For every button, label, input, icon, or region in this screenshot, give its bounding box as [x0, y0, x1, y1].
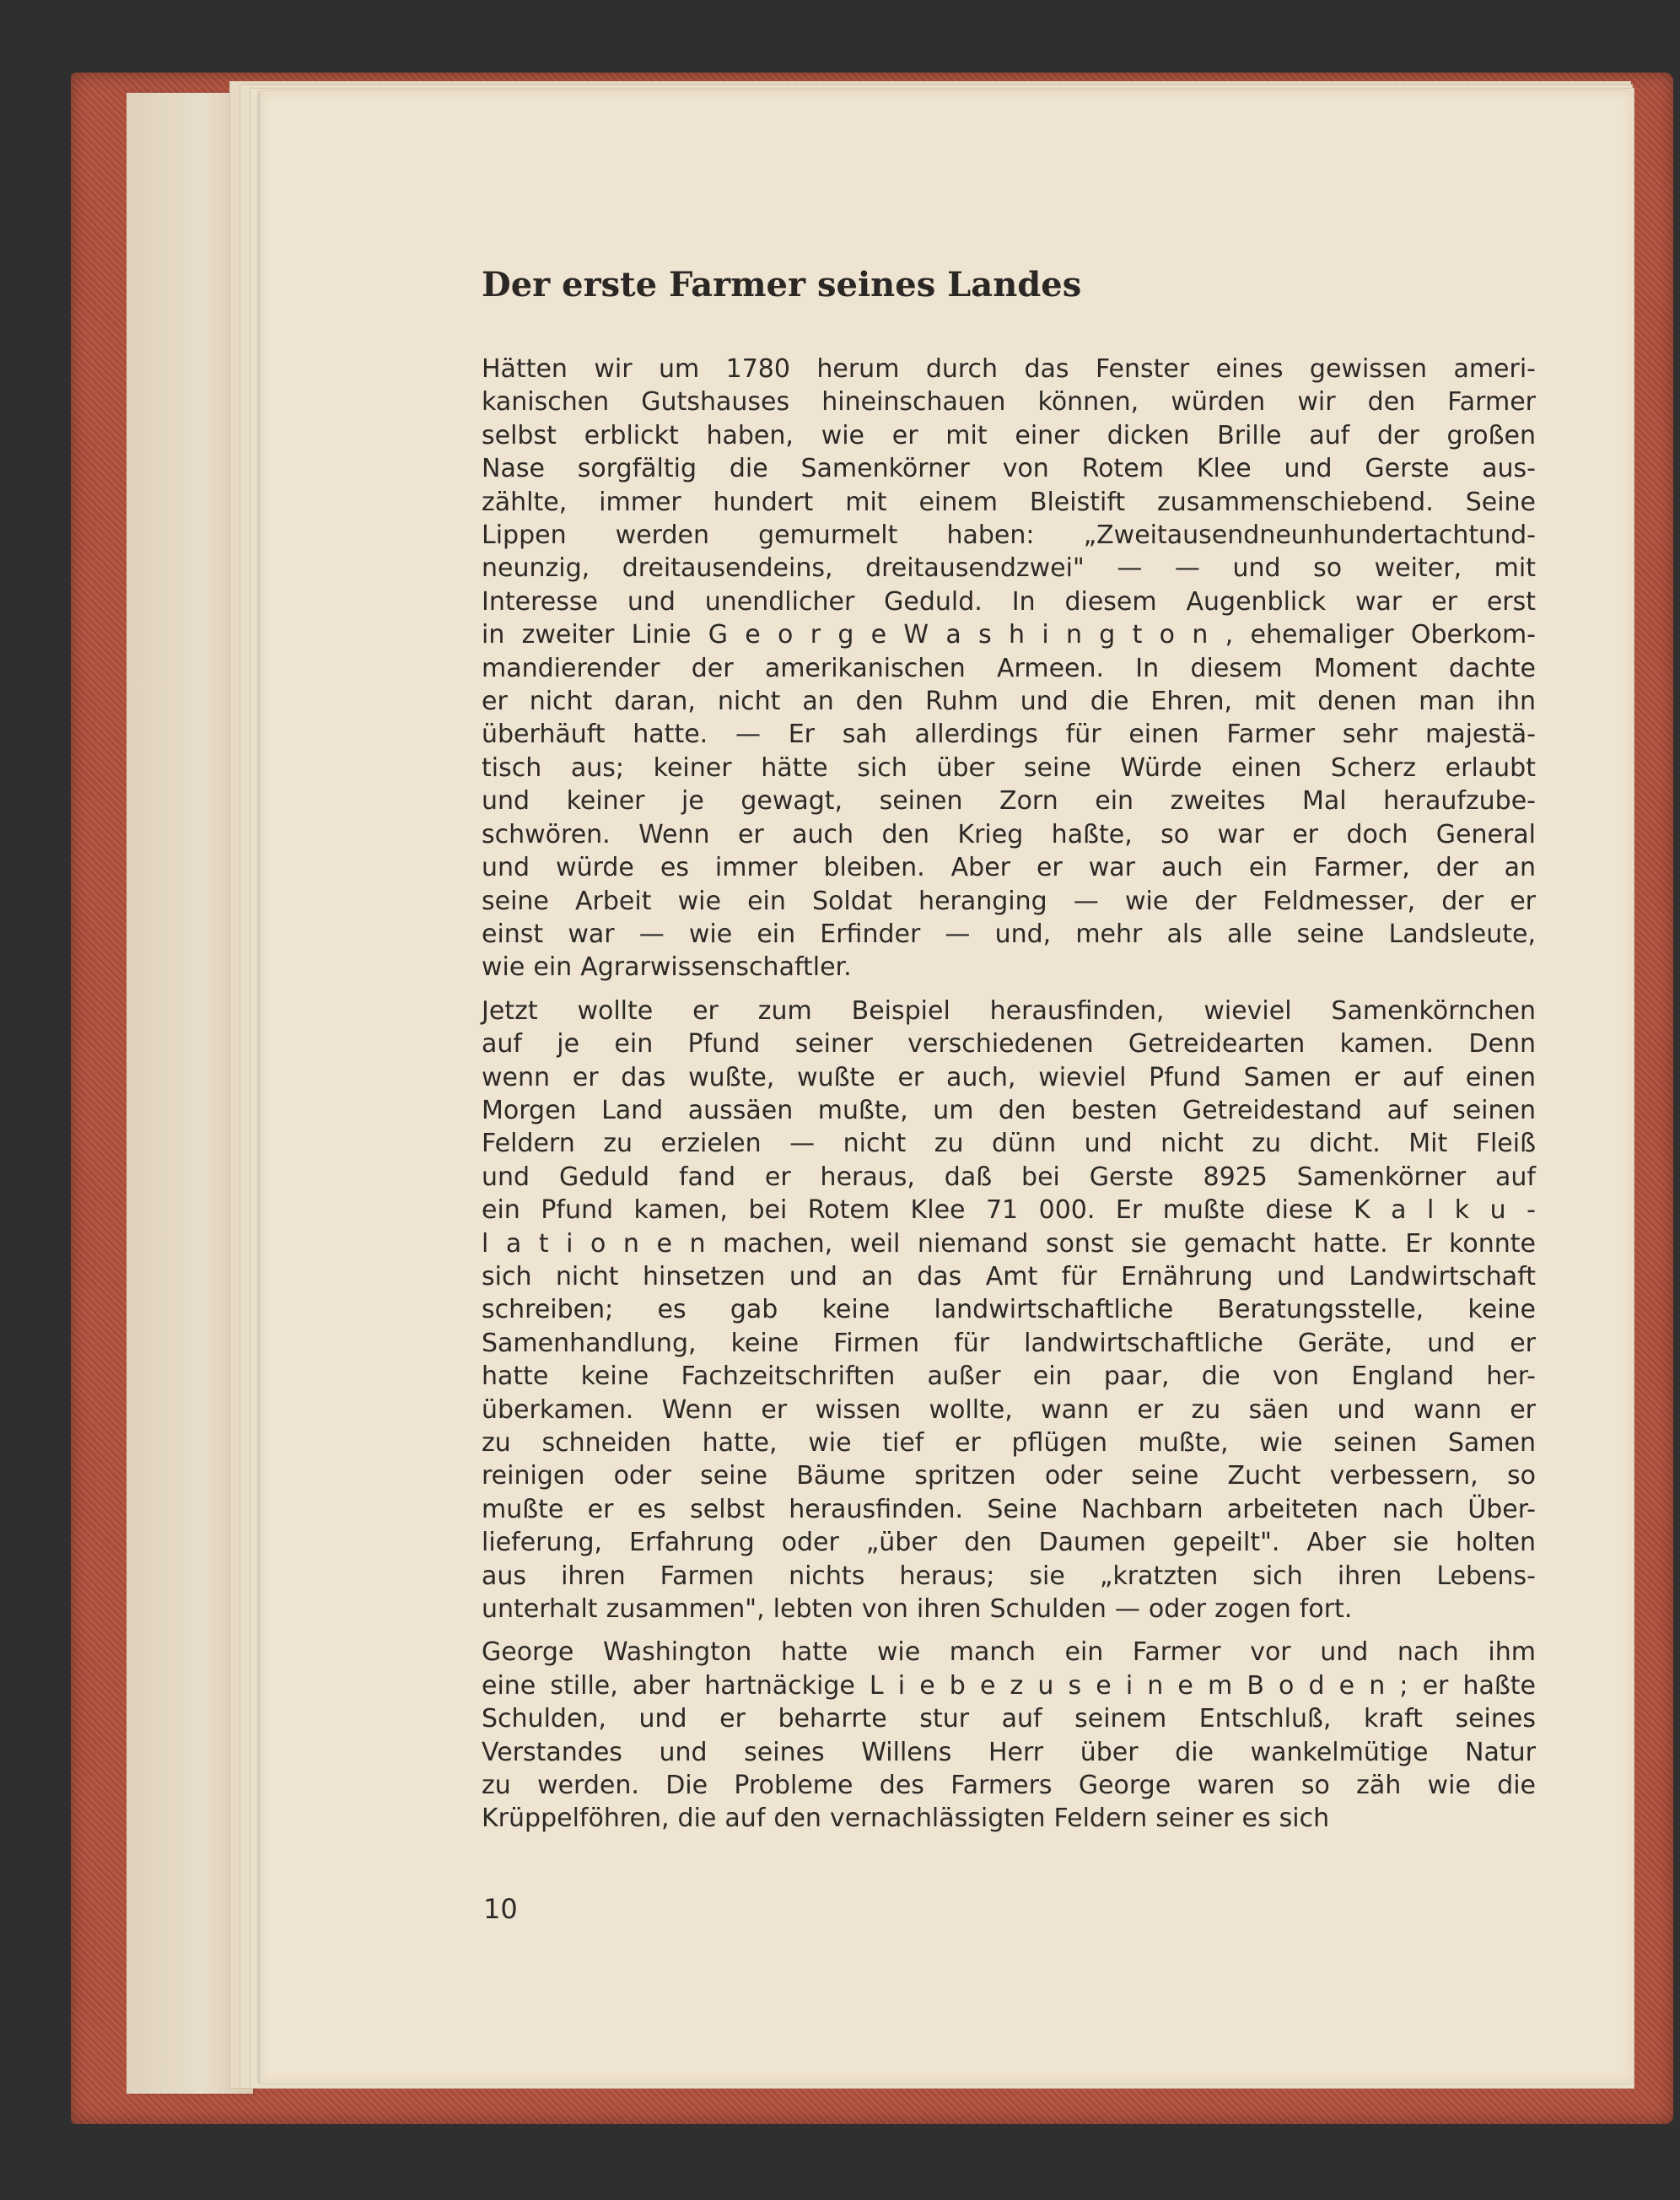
page-number: 10	[483, 1893, 518, 1925]
text-line: überhäuft hatte. — Er sah allerdings für einen Farmer sehr majestä-	[482, 720, 1536, 750]
text-line: Hätten wir um 1780 herum durch das Fenster eines gewissen ameri-	[482, 354, 1536, 384]
text-line: Feldern zu erzielen — nicht zu dünn und nicht zu dicht. Mit Fleiß	[482, 1129, 1536, 1159]
body-text	[482, 353, 1536, 1836]
book-page	[260, 91, 1633, 2084]
text-line: reinigen oder seine Bäume spritzen oder seine Zucht verbessern, so	[482, 1461, 1536, 1491]
text-line: er nicht daran, nicht an den Ruhm und die Ehren, mit denen man ihn	[482, 687, 1536, 717]
text-line: hatte keine Fachzeitschriften außer ein paar, die von England her-	[482, 1362, 1536, 1392]
text-line: George Washington hatte wie manch ein Farmer vor und nach ihm	[482, 1637, 1536, 1668]
paragraph	[482, 1636, 1536, 1835]
text-line: schwören. Wenn er auch den Krieg haßte, so war er doch General	[482, 819, 1536, 849]
text-line: und würde es immer bleiben. Aber er war auch ein Farmer, der an	[482, 853, 1536, 883]
text-line: selbst erblickt haben, wie er mit einer dicken Brille auf der großen	[482, 420, 1536, 450]
text-line: Jetzt wollte er zum Beispiel herausfinden, wieviel Samenkörnchen	[482, 995, 1536, 1026]
text-line: zu werden. Die Probleme des Farmers George waren so zäh wie die	[482, 1771, 1536, 1801]
text-line: kanischen Gutshauses hineinschauen können, würden wir den Farmer	[482, 387, 1536, 418]
text-line: ein Pfund kamen, bei Rotem Klee 71 000. Er mußte diese K a l k u -	[482, 1195, 1536, 1226]
text-line: zählte, immer hundert mit einem Bleistift zusammenschiebend. Seine	[482, 487, 1536, 517]
text-line: in zweiter Linie G e o r g e W a s h i n g t o n , ehemaliger Oberkom-	[482, 620, 1536, 650]
text-line: überkamen. Wenn er wissen wollte, wann er zu säen und wann er	[482, 1394, 1536, 1425]
text-line: Verstandes und seines Willens Herr über die wankelmütige Natur	[482, 1737, 1536, 1767]
chapter-title: Der erste Farmer seines Landes	[482, 265, 1082, 305]
text-line: Lippen werden gemurmelt haben: „Zweitausendneunhundertachtund-	[482, 520, 1536, 551]
text-line: seine Arbeit wie ein Soldat heranging — wie der Feldmesser, der er	[482, 886, 1536, 916]
text-line: neunzig, dreitausendeins, dreitausendzwei" — — und so weiter, mit	[482, 553, 1536, 584]
text-line: und Geduld fand er heraus, daß bei Gerste 8925 Samenkörner auf	[482, 1162, 1536, 1192]
text-line: Interesse und unendlicher Geduld. In diesem Augenblick war er erst	[482, 586, 1536, 617]
paragraph	[482, 995, 1536, 1626]
text-line: wie ein Agrarwissenschaftler.	[482, 952, 852, 983]
paragraph	[482, 353, 1536, 984]
text-line: l a t i o n e n machen, weil niemand sonst sie gemacht hatte. Er konnte	[482, 1228, 1536, 1259]
text-line: einst war — wie ein Erfinder — und, mehr als alle seine Landsleute,	[482, 919, 1536, 949]
text-line: Morgen Land aussäen mußte, um den besten Getreidestand auf seinen	[482, 1095, 1536, 1125]
text-line: mandierender der amerikanischen Armeen. In diesem Moment dachte	[482, 653, 1536, 683]
text-line: zu schneiden hatte, wie tief er pflügen mußte, wie seinen Samen	[482, 1428, 1536, 1458]
text-line: und keiner je gewagt, seinen Zorn ein zweites Mal heraufzube-	[482, 786, 1536, 817]
text-line: unterhalt zusammen", lebten von ihren Schulden — oder zogen fort.	[482, 1594, 1353, 1625]
text-line: eine stille, aber hartnäckige L i e b e z u s e i n e m B o d e n ; er haßte	[482, 1670, 1536, 1701]
text-line: aus ihren Farmen nichts heraus; sie „kratzten sich ihren Lebens-	[482, 1561, 1536, 1591]
text-line: Schulden, und er beharrte stur auf seinem Entschluß, kraft seines	[482, 1704, 1536, 1734]
text-line: sich nicht hinsetzen und an das Amt für Ernährung und Landwirtschaft	[482, 1261, 1536, 1291]
text-line: tisch aus; keiner hätte sich über seine Würde einen Scherz erlaubt	[482, 752, 1536, 783]
text-line: mußte er es selbst herausfinden. Seine Nachbarn arbeiteten nach Über-	[482, 1494, 1536, 1524]
text-line: wenn er das wußte, wußte er auch, wieviel Pfund Samen er auf einen	[482, 1062, 1536, 1092]
page-content	[482, 267, 1536, 1846]
text-line: lieferung, Erfahrung oder „über den Daumen gepeilt". Aber sie holten	[482, 1528, 1536, 1558]
text-line: auf je ein Pfund seiner verschiedenen Getreidearten kamen. Denn	[482, 1029, 1536, 1060]
text-line: schreiben; es gab keine landwirtschaftliche Beratungsstelle, keine	[482, 1295, 1536, 1325]
text-line: Krüppelföhren, die auf den vernachlässigten Feldern seiner es sich	[482, 1804, 1330, 1834]
text-line: Samenhandlung, keine Firmen für landwirtschaftliche Geräte, und er	[482, 1328, 1536, 1358]
text-line: Nase sorgfältig die Samenkörner von Rotem Klee und Gerste aus-	[482, 454, 1536, 484]
